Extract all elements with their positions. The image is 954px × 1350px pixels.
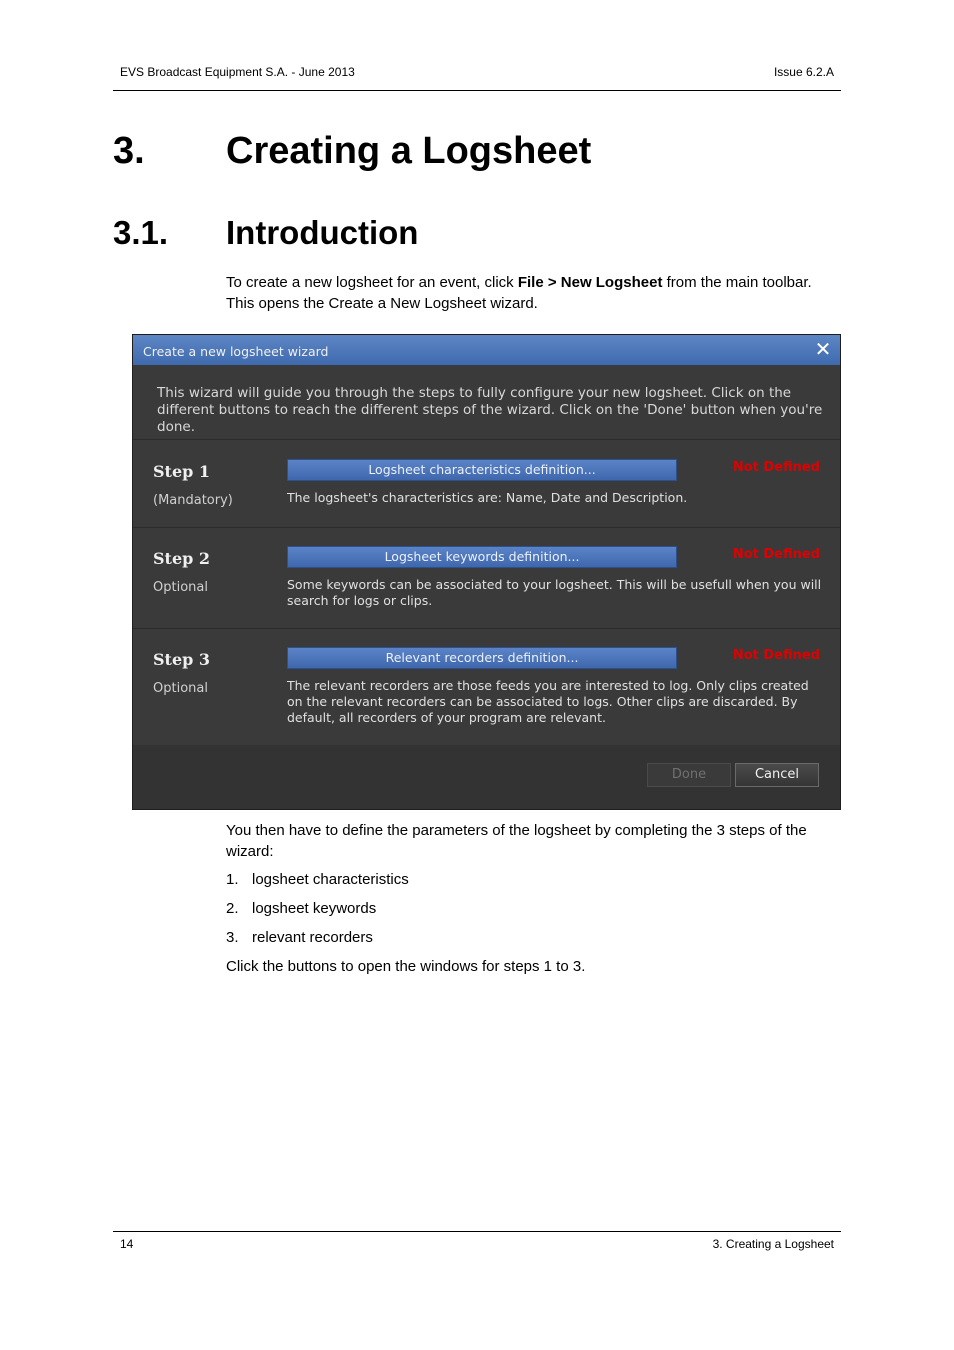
- dialog-title: Create a new logsheet wizard: [143, 344, 329, 359]
- list-text: logsheet keywords: [252, 900, 377, 917]
- done-button[interactable]: Done: [647, 763, 731, 787]
- list-item: [226, 926, 409, 955]
- footer-rule: [113, 1231, 841, 1232]
- after-paragraph: You then have to define the parameters of the logsheet by completing the 3 steps of the wizard:: [226, 822, 807, 860]
- close-icon[interactable]: ✕: [814, 337, 832, 361]
- page-header: [120, 65, 834, 79]
- footer-chapter: 3. Creating a Logsheet: [712, 1237, 834, 1251]
- dialog-footer: [133, 745, 840, 809]
- step-3: [133, 629, 840, 745]
- header-right: Issue 6.2.A: [773, 65, 834, 79]
- recorders-button[interactable]: Relevant recorders definition...: [287, 647, 677, 669]
- step-description: The relevant recorders are those feeds you are interested to log. Only clips created on the relevant recorders can be associated to logs. Other clips are discarded. By default, all recorders of your program are relevant.: [287, 678, 809, 725]
- step-1: [133, 440, 840, 527]
- list-number: 2.: [226, 900, 239, 917]
- section-title: Introduction: [226, 214, 419, 251]
- steps-list: [226, 868, 409, 955]
- menu-path: File > New Logsheet: [517, 274, 663, 291]
- step-label: Step 1: [153, 462, 211, 481]
- step-requirement: Optional: [153, 580, 208, 595]
- list-item: [226, 868, 409, 897]
- step-label: Step 2: [153, 549, 211, 568]
- chapter-title: Creating a Logsheet: [226, 130, 592, 172]
- list-text: relevant recorders: [252, 929, 373, 946]
- dialog-intro: This wizard will guide you through the steps to fully configure your new logsheet. Click on the different buttons to reach the different steps of the wizard. Click on the 'Done' button when you're done.: [157, 385, 823, 435]
- step-label: Step 3: [153, 650, 211, 669]
- list-text: logsheet characteristics: [252, 871, 409, 888]
- list-item: [226, 897, 409, 926]
- step-description: Some keywords can be associated to your logsheet. This will be usefull when you will search for logs or clips.: [287, 577, 822, 608]
- step-2: [133, 528, 840, 628]
- dialog-titlebar: [133, 335, 840, 365]
- page-footer: [120, 1237, 834, 1251]
- closing-paragraph: Click the buttons to open the windows for steps 1 to 3.: [226, 958, 586, 975]
- page-number: 14: [120, 1237, 134, 1251]
- step-requirement: Optional: [153, 681, 208, 696]
- status-badge: Not Defined: [732, 547, 820, 562]
- characteristics-button[interactable]: Logsheet characteristics definition...: [287, 459, 677, 481]
- intro-text-before: To create a new logsheet for an event, click: [226, 274, 518, 291]
- keywords-button[interactable]: Logsheet keywords definition...: [287, 546, 677, 568]
- header-rule: [113, 90, 841, 91]
- list-number: 1.: [226, 871, 239, 888]
- step-requirement: (Mandatory): [153, 493, 233, 508]
- intro-text-after: from the main toolbar. This opens the Create a New Logsheet wizard.: [226, 274, 812, 312]
- wizard-dialog: [132, 334, 841, 810]
- intro-paragraph: [226, 272, 841, 314]
- step-description: The logsheet's characteristics are: Name, Date and Description.: [287, 490, 688, 505]
- header-left: EVS Broadcast Equipment S.A. - June 2013: [120, 65, 355, 79]
- status-badge: Not Defined: [732, 648, 820, 663]
- section-number: 3.1.: [113, 214, 169, 251]
- chapter-number: 3.: [113, 130, 145, 172]
- status-badge: Not Defined: [732, 460, 820, 475]
- cancel-button[interactable]: Cancel: [735, 763, 819, 787]
- list-number: 3.: [226, 929, 239, 946]
